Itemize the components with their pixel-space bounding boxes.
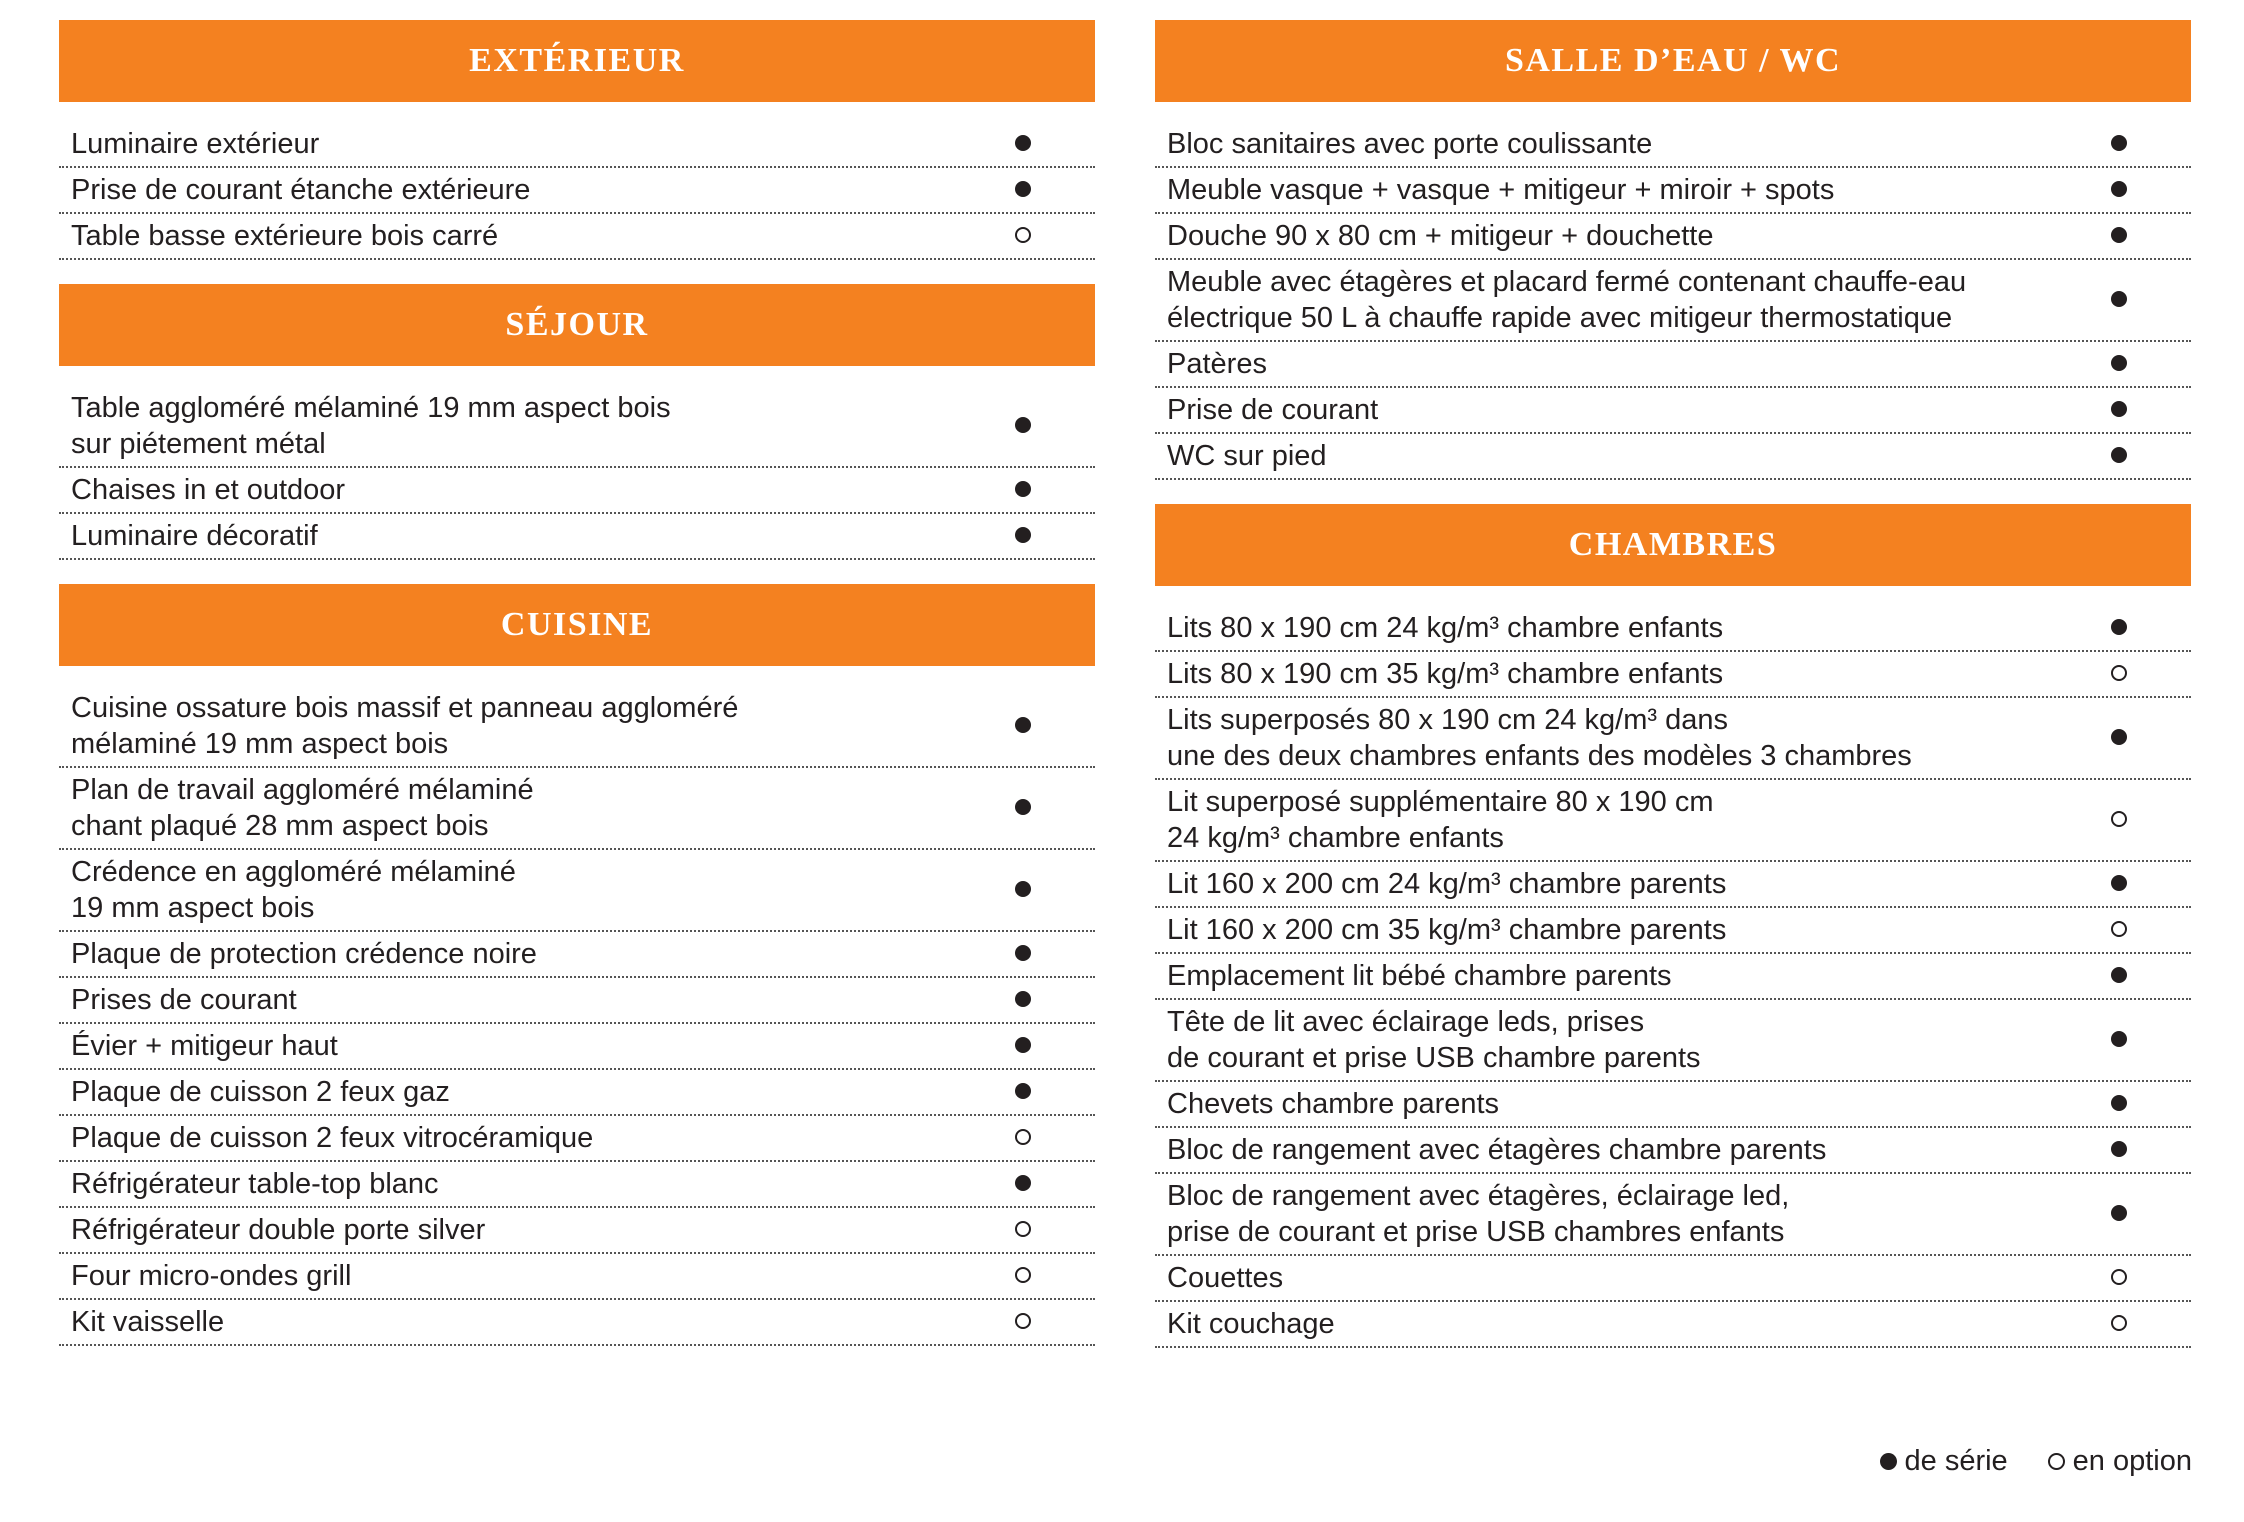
option-mark [2099, 809, 2139, 831]
filled-dot-icon [1015, 881, 1031, 897]
list-item [59, 386, 1095, 468]
list-item [1155, 1174, 2191, 1256]
filled-dot-icon [2111, 967, 2127, 983]
section-header [1155, 20, 2191, 102]
list-item [59, 1116, 1095, 1162]
hollow-dot-icon [1015, 1129, 1031, 1145]
list-item [1155, 342, 2191, 388]
filled-dot-icon [1015, 1037, 1031, 1053]
list-item [1155, 260, 2191, 342]
list-item [59, 932, 1095, 978]
list-item [59, 686, 1095, 768]
list-item [59, 978, 1095, 1024]
item-label: Bloc de rangement avec étagères chambre parents [1167, 1134, 1827, 1166]
list-item [59, 122, 1095, 168]
item-label: Réfrigérateur table-top blanc [71, 1168, 439, 1200]
legend-option-label: en option [2072, 1445, 2192, 1477]
list-item [59, 168, 1095, 214]
standard-mark [2099, 1093, 2139, 1115]
filled-dot-icon [1015, 945, 1031, 961]
standard-mark [1003, 943, 1043, 965]
section [1155, 20, 2191, 480]
filled-dot-icon [2111, 729, 2127, 745]
option-mark [1003, 1127, 1043, 1149]
item-label: Crédence en aggloméré mélaminé 19 mm aspect bois [71, 856, 516, 924]
section-header [59, 584, 1095, 666]
item-label: WC sur pied [1167, 440, 1327, 472]
list-item [1155, 1082, 2191, 1128]
list-item [59, 514, 1095, 560]
standard-mark [2099, 617, 2139, 639]
filled-dot-icon [1015, 527, 1031, 543]
hollow-dot-icon [2111, 1269, 2127, 1285]
list-item [1155, 122, 2191, 168]
item-label: Table aggloméré mélaminé 19 mm aspect bois sur piétement métal [71, 392, 671, 460]
filled-dot-icon [2111, 401, 2127, 417]
right-column [1155, 20, 2191, 1372]
filled-dot-icon [2111, 1205, 2127, 1221]
hollow-dot-icon [2111, 665, 2127, 681]
section-title: CHAMBRES [1568, 526, 1778, 563]
filled-dot-icon [1015, 1083, 1031, 1099]
list-item [1155, 652, 2191, 698]
item-label: Lit superposé supplémentaire 80 x 190 cm 24 kg/m³ chambre enfants [1167, 786, 1714, 854]
item-label: Évier + mitigeur haut [71, 1030, 338, 1062]
standard-mark [1003, 1035, 1043, 1057]
item-label: Plaque de cuisson 2 feux gaz [71, 1076, 450, 1108]
item-label: Bloc de rangement avec étagères, éclairage led, prise de courant et prise USB chambres enfants [1167, 1180, 1790, 1248]
hollow-dot-icon [2111, 811, 2127, 827]
standard-mark [2099, 179, 2139, 201]
item-label: Lits superposés 80 x 190 cm 24 kg/m³ dans une des deux chambres enfants des modèles 3 chambres [1167, 704, 1912, 772]
filled-dot-icon [1015, 799, 1031, 815]
section-title: SALLE D’EAU / WC [1504, 42, 1842, 79]
section [59, 284, 1095, 560]
standard-mark [2099, 289, 2139, 311]
list-item [1155, 908, 2191, 954]
list-item [59, 1208, 1095, 1254]
item-label: Prises de courant [71, 984, 297, 1016]
section-header [1155, 504, 2191, 586]
item-label: Lits 80 x 190 cm 24 kg/m³ chambre enfants [1167, 612, 1724, 644]
list-item [1155, 698, 2191, 780]
item-label: Chaises in et outdoor [71, 474, 346, 506]
filled-dot-icon [2111, 1141, 2127, 1157]
standard-mark [1003, 179, 1043, 201]
item-label: Prise de courant étanche extérieure [71, 174, 531, 206]
list-item [1155, 168, 2191, 214]
option-mark [2099, 919, 2139, 941]
standard-mark [1003, 415, 1043, 437]
hollow-dot-icon [1015, 227, 1031, 243]
item-label: Lits 80 x 190 cm 35 kg/m³ chambre enfants [1167, 658, 1724, 690]
filled-dot-icon [1015, 417, 1031, 433]
list-item [1155, 1128, 2191, 1174]
section [59, 584, 1095, 1346]
filled-dot-icon [2111, 291, 2127, 307]
section-title: SÉJOUR [505, 306, 649, 343]
item-label: Patères [1167, 348, 1267, 380]
hollow-dot-icon [1015, 1313, 1031, 1329]
item-label: Prise de courant [1167, 394, 1379, 426]
filled-dot-icon [1015, 481, 1031, 497]
filled-dot-icon [2111, 181, 2127, 197]
item-label: Luminaire extérieur [71, 128, 320, 160]
hollow-dot-icon [1015, 1267, 1031, 1283]
standard-mark [2099, 727, 2139, 749]
filled-dot-icon [1015, 991, 1031, 1007]
list-item [59, 1162, 1095, 1208]
list-item [59, 214, 1095, 260]
list-item [1155, 1000, 2191, 1082]
item-label: Luminaire décoratif [71, 520, 318, 552]
list-item [59, 468, 1095, 514]
filled-dot-icon [1880, 1453, 1897, 1470]
item-label: Douche 90 x 80 cm + mitigeur + douchette [1167, 220, 1714, 252]
item-list [1155, 586, 2191, 1348]
item-label: Lit 160 x 200 cm 35 kg/m³ chambre parents [1167, 914, 1727, 946]
filled-dot-icon [2111, 227, 2127, 243]
filled-dot-icon [2111, 447, 2127, 463]
list-item [1155, 434, 2191, 480]
filled-dot-icon [2111, 355, 2127, 371]
item-label: Four micro-ondes grill [71, 1260, 352, 1292]
item-label: Cuisine ossature bois massif et panneau aggloméré mélaminé 19 mm aspect bois [71, 692, 739, 760]
item-label: Table basse extérieure bois carré [71, 220, 499, 252]
standard-mark [2099, 225, 2139, 247]
list-item [1155, 1256, 2191, 1302]
standard-mark [2099, 353, 2139, 375]
legend-option [2048, 1445, 2192, 1478]
option-mark [2099, 1267, 2139, 1289]
standard-mark [2099, 445, 2139, 467]
list-item [59, 1300, 1095, 1346]
list-item [1155, 1302, 2191, 1348]
standard-mark [1003, 1081, 1043, 1103]
item-list [59, 366, 1095, 560]
section-title: CUISINE [500, 606, 654, 643]
option-mark [2099, 663, 2139, 685]
list-item [1155, 780, 2191, 862]
standard-mark [1003, 525, 1043, 547]
standard-mark [1003, 133, 1043, 155]
item-label: Kit couchage [1167, 1308, 1335, 1340]
standard-mark [1003, 1173, 1043, 1195]
legend-standard [1880, 1445, 2008, 1478]
list-item [1155, 862, 2191, 908]
left-column [59, 20, 1095, 1370]
filled-dot-icon [1015, 1175, 1031, 1191]
item-label: Meuble avec étagères et placard fermé contenant chauffe-eau électrique 50 L à chauffe rapide avec mitigeur thermostatique [1167, 266, 1967, 334]
standard-mark [2099, 965, 2139, 987]
standard-mark [1003, 797, 1043, 819]
filled-dot-icon [1015, 181, 1031, 197]
item-label: Emplacement lit bébé chambre parents [1167, 960, 1672, 992]
standard-mark [1003, 879, 1043, 901]
list-item [59, 1254, 1095, 1300]
list-item [1155, 606, 2191, 652]
section-header [59, 20, 1095, 102]
section-title: EXTÉRIEUR [469, 42, 685, 79]
filled-dot-icon [1015, 717, 1031, 733]
item-label: Bloc sanitaires avec porte coulissante [1167, 128, 1653, 160]
hollow-dot-icon [2048, 1453, 2065, 1470]
item-label: Chevets chambre parents [1167, 1088, 1500, 1120]
standard-mark [1003, 479, 1043, 501]
list-item [59, 1070, 1095, 1116]
option-mark [1003, 1311, 1043, 1333]
option-mark [2099, 1313, 2139, 1335]
standard-mark [2099, 133, 2139, 155]
item-label: Meuble vasque + vasque + mitigeur + miroir + spots [1167, 174, 1835, 206]
section [59, 20, 1095, 260]
standard-mark [2099, 873, 2139, 895]
filled-dot-icon [2111, 619, 2127, 635]
item-list [59, 102, 1095, 260]
section-header [59, 284, 1095, 366]
list-item [1155, 214, 2191, 260]
hollow-dot-icon [1015, 1221, 1031, 1237]
filled-dot-icon [2111, 1095, 2127, 1111]
standard-mark [1003, 715, 1043, 737]
item-label: Kit vaisselle [71, 1306, 225, 1338]
item-label: Lit 160 x 200 cm 24 kg/m³ chambre parents [1167, 868, 1727, 900]
item-label: Plaque de cuisson 2 feux vitrocéramique [71, 1122, 594, 1154]
legend-standard-label: de série [1904, 1445, 2008, 1477]
list-item [59, 1024, 1095, 1070]
filled-dot-icon [2111, 1031, 2127, 1047]
legend [1880, 1445, 2193, 1478]
hollow-dot-icon [2111, 921, 2127, 937]
option-mark [1003, 1219, 1043, 1241]
item-label: Tête de lit avec éclairage leds, prises de courant et prise USB chambre parents [1167, 1006, 1701, 1074]
option-mark [1003, 225, 1043, 247]
filled-dot-icon [2111, 875, 2127, 891]
hollow-dot-icon [2111, 1315, 2127, 1331]
option-mark [1003, 1265, 1043, 1287]
item-label: Plaque de protection crédence noire [71, 938, 537, 970]
item-label: Couettes [1167, 1262, 1284, 1294]
standard-mark [1003, 989, 1043, 1011]
list-item [59, 768, 1095, 850]
standard-mark [2099, 1139, 2139, 1161]
list-item [59, 850, 1095, 932]
item-label: Réfrigérateur double porte silver [71, 1214, 486, 1246]
item-list [1155, 102, 2191, 480]
item-list [59, 666, 1095, 1346]
filled-dot-icon [2111, 135, 2127, 151]
list-item [1155, 388, 2191, 434]
standard-mark [2099, 1029, 2139, 1051]
standard-mark [2099, 399, 2139, 421]
standard-mark [2099, 1203, 2139, 1225]
list-item [1155, 954, 2191, 1000]
section [1155, 504, 2191, 1348]
filled-dot-icon [1015, 135, 1031, 151]
item-label: Plan de travail aggloméré mélaminé chant plaqué 28 mm aspect bois [71, 774, 534, 842]
